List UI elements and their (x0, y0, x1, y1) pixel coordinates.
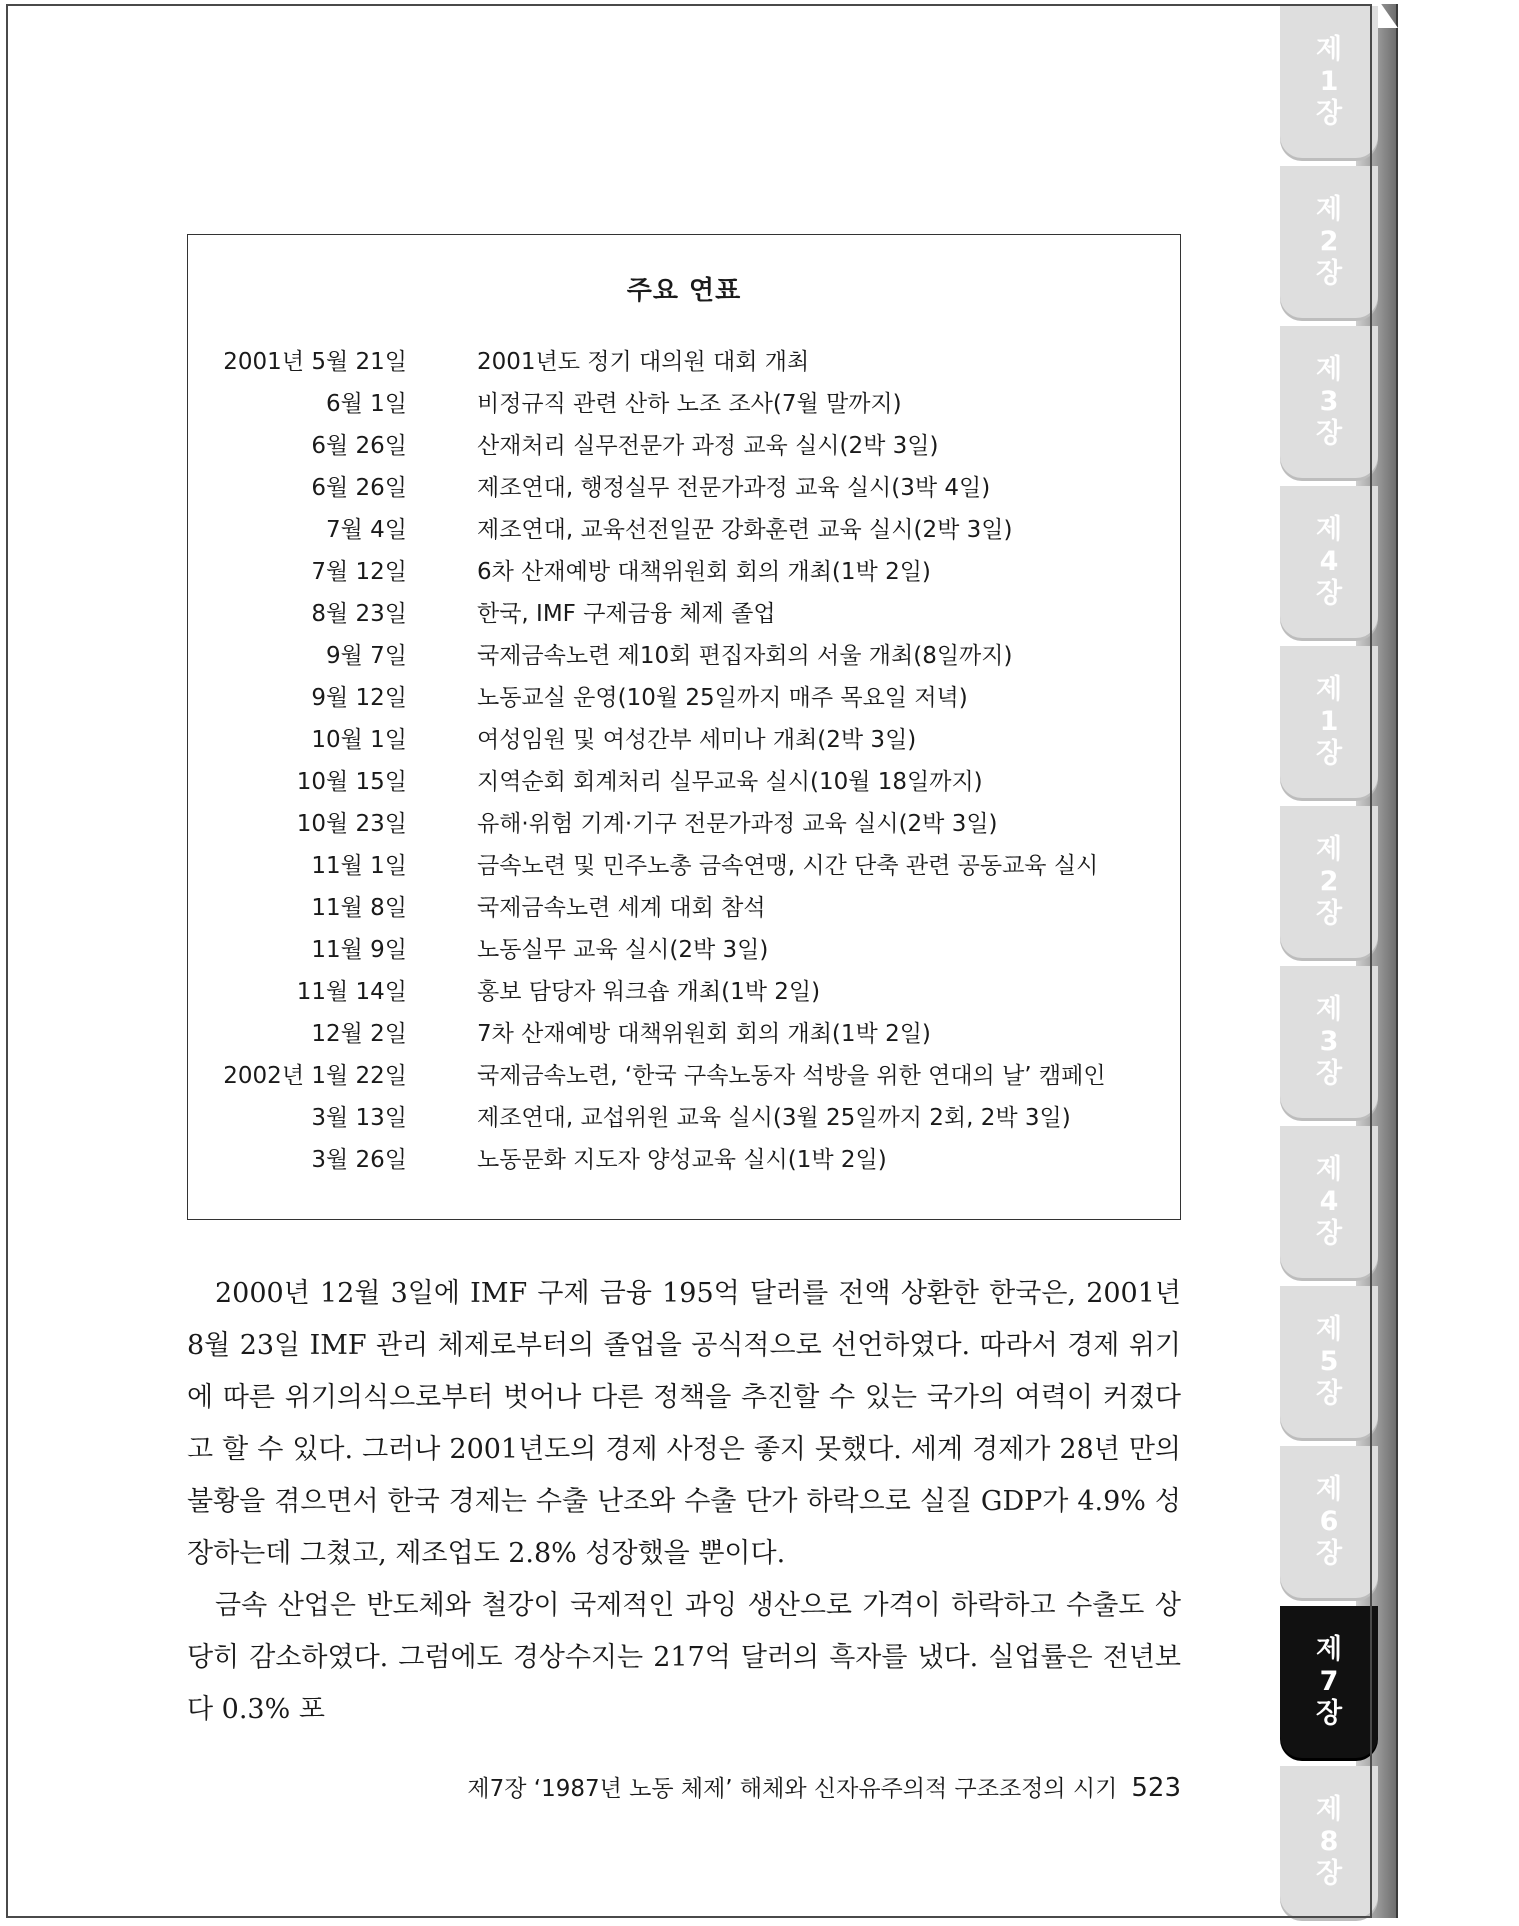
chapter-tab-char: 장 (1315, 1698, 1343, 1729)
chronology-row (188, 385, 1180, 427)
chapter-tab-char: 제 (1315, 194, 1343, 225)
chronology-list (188, 343, 1180, 1183)
chronology-date: 6월 26일 (311, 433, 407, 459)
chapter-tab-char: 8 (1319, 1826, 1339, 1857)
chapter-tab-char: 장 (1315, 578, 1343, 609)
chronology-row (188, 763, 1180, 805)
chronology-date: 6월 26일 (311, 475, 407, 501)
chronology-event: 국제금속노련, ‘한국 구속노동자 석방을 위한 연대의 날’ 캠페인 (477, 1063, 1106, 1089)
chronology-date: 10월 1일 (311, 727, 407, 753)
chronology-row (188, 805, 1180, 847)
chapter-tab-char: 7 (1319, 1666, 1339, 1697)
chapter-tab-char: 제 (1315, 1794, 1343, 1825)
chapter-tab-char: 4 (1319, 1186, 1339, 1217)
chronology-title: 주요 연표 (626, 276, 742, 306)
chronology-event: 노동실무 교육 실시(2박 3일) (477, 937, 769, 963)
chronology-event: 유해·위험 기계·기구 전문가과정 교육 실시(2박 3일) (477, 811, 998, 837)
chronology-date: 10월 23일 (296, 811, 407, 837)
chronology-event: 지역순회 회계처리 실무교육 실시(10월 18일까지) (477, 769, 983, 795)
chronology-row (188, 1015, 1180, 1057)
chronology-event: 국제금속노련 제10회 편집자회의 서울 개최(8일까지) (477, 643, 1013, 669)
chronology-row (188, 595, 1180, 637)
chronology-event: 한국, IMF 구제금융 체제 졸업 (477, 601, 776, 627)
chapter-tab-char: 장 (1315, 1538, 1343, 1569)
chronology-row (188, 1141, 1180, 1183)
chronology-date: 2001년 5월 21일 (223, 349, 407, 375)
chronology-event: 국제금속노련 세계 대회 참석 (477, 895, 766, 921)
chronology-date: 11월 1일 (311, 853, 407, 879)
chronology-event: 비정규직 관련 산하 노조 조사(7월 말까지) (477, 391, 902, 417)
chronology-row (188, 721, 1180, 763)
chronology-event: 제조연대, 교육선전일꾼 강화훈련 교육 실시(2박 3일) (477, 517, 1013, 543)
chapter-tab-char: 제 (1315, 994, 1343, 1025)
chapter-tab-char: 장 (1315, 1058, 1343, 1089)
chronology-date: 11월 8일 (311, 895, 407, 921)
chronology-row (188, 679, 1180, 721)
chronology-date: 7월 4일 (325, 517, 407, 543)
page-number: 523 (1131, 1773, 1181, 1803)
chronology-row (188, 1057, 1180, 1099)
chapter-tab-char: 제 (1315, 1314, 1343, 1345)
chronology-event: 제조연대, 교섭위원 교육 실시(3월 25일까지 2회, 2박 3일) (477, 1105, 1071, 1131)
chapter-tab-char: 5 (1319, 1346, 1339, 1377)
chronology-date: 8월 23일 (311, 601, 407, 627)
chronology-event: 제조연대, 행정실무 전문가과정 교육 실시(3박 4일) (477, 475, 991, 501)
chapter-tab-char: 장 (1315, 418, 1343, 449)
chronology-box (187, 234, 1181, 1220)
chapter-tab-char: 2 (1319, 226, 1339, 257)
chapter-tab-char: 제 (1315, 1474, 1343, 1505)
chronology-row (188, 553, 1180, 595)
chapter-tab-char: 4 (1319, 546, 1339, 577)
chronology-event: 노동교실 운영(10월 25일까지 매주 목요일 저녁) (477, 685, 968, 711)
chapter-tab-char: 제 (1315, 1634, 1343, 1665)
chronology-row (188, 889, 1180, 931)
running-title: 제7장 ‘1987년 노동 체제’ 해체와 신자유주의적 구조조정의 시기 (467, 1776, 1118, 1802)
page-footer (467, 1770, 1181, 1803)
chapter-tab-char: 장 (1315, 1378, 1343, 1409)
chronology-date: 3월 13일 (311, 1105, 407, 1131)
chronology-date: 10월 15일 (296, 769, 407, 795)
chronology-event: 2001년도 정기 대의원 대회 개최 (477, 349, 810, 375)
chronology-event: 노동문화 지도자 양성교육 실시(1박 2일) (477, 1147, 887, 1173)
chapter-tab-char: 제 (1315, 674, 1343, 705)
chronology-row (188, 931, 1180, 973)
chronology-event: 금속노련 및 민주노총 금속연맹, 시간 단축 관련 공동교육 실시 (477, 853, 1099, 879)
chapter-tab-char: 장 (1315, 1858, 1343, 1889)
chronology-date: 3월 26일 (311, 1147, 407, 1173)
chronology-date: 2002년 1월 22일 (223, 1063, 407, 1089)
chronology-event: 여성임원 및 여성간부 세미나 개최(2박 3일) (477, 727, 917, 753)
chapter-tab-char: 3 (1319, 1026, 1339, 1057)
chapter-tab-char: 장 (1315, 258, 1343, 289)
chronology-row (188, 847, 1180, 889)
chronology-date: 9월 12일 (311, 685, 407, 711)
body-text (187, 1268, 1181, 1736)
chronology-row (188, 973, 1180, 1015)
chapter-tab-char: 제 (1315, 34, 1343, 65)
chronology-row (188, 343, 1180, 385)
body-paragraph: 금속 산업은 반도체와 철강이 국제적인 과잉 생산으로 가격이 하락하고 수출도 상당히 감소하였다. 그럼에도 경상수지는 217억 달러의 흑자를 냈다. 실업률은 전년보다 0.3% 포 (187, 1590, 1181, 1725)
body-paragraph: 2000년 12월 3일에 IMF 구제 금융 195억 달러를 전액 상환한 한국은, 2001년 8월 23일 IMF 관리 체제로부터의 졸업을 공식적으로 선언하였다. 따라서 경제 위기에 따른 위기의식으로부터 벗어나 다른 정책을 추진할 수 있는 국가의 여력이 커졌다고 할 수 있다. 그러나 2001년도의 경제 사정은 좋지 못했다. 세계 경제가 28년 만의 불황을 겪으면서 한국 경제는 수출 난조와 수출 단가 하락으로 실질 GDP가 4.9% 성장하는데 그쳤고, 제조업도 2.8% 성장했을 뿐이다. (187, 1278, 1181, 1569)
chronology-date: 12월 2일 (311, 1021, 407, 1047)
chapter-tab-char: 장 (1315, 898, 1343, 929)
chronology-date: 11월 9일 (311, 937, 407, 963)
chronology-event: 7차 산재예방 대책위원회 회의 개최(1박 2일) (477, 1021, 931, 1047)
chronology-row (188, 637, 1180, 679)
chapter-tab-char: 장 (1315, 738, 1343, 769)
chronology-event: 산재처리 실무전문가 과정 교육 실시(2박 3일) (477, 433, 939, 459)
chapter-tab-char: 장 (1315, 1218, 1343, 1249)
chapter-tab-char: 1 (1319, 66, 1339, 97)
chapter-tab-char: 1 (1319, 706, 1339, 737)
chapter-tab-char: 제 (1315, 834, 1343, 865)
chronology-row (188, 511, 1180, 553)
chronology-row (188, 469, 1180, 511)
chronology-date: 6월 1일 (325, 391, 407, 417)
chronology-date: 9월 7일 (325, 643, 407, 669)
chronology-date: 11월 14일 (296, 979, 407, 1005)
chapter-tab-char: 6 (1319, 1506, 1339, 1537)
chapter-tab-char: 제 (1315, 514, 1343, 545)
chronology-event: 홍보 담당자 워크숍 개최(1박 2일) (477, 979, 821, 1005)
chronology-row (188, 427, 1180, 469)
chapter-tab-char: 제 (1315, 1154, 1343, 1185)
chronology-event: 6차 산재예방 대책위원회 회의 개최(1박 2일) (477, 559, 931, 585)
chapter-tab-char: 3 (1319, 386, 1339, 417)
chronology-date: 7월 12일 (311, 559, 407, 585)
chapter-tab-char: 장 (1315, 98, 1343, 129)
chapter-tab-char: 제 (1315, 354, 1343, 385)
chronology-row (188, 1099, 1180, 1141)
chapter-tab-char: 2 (1319, 866, 1339, 897)
